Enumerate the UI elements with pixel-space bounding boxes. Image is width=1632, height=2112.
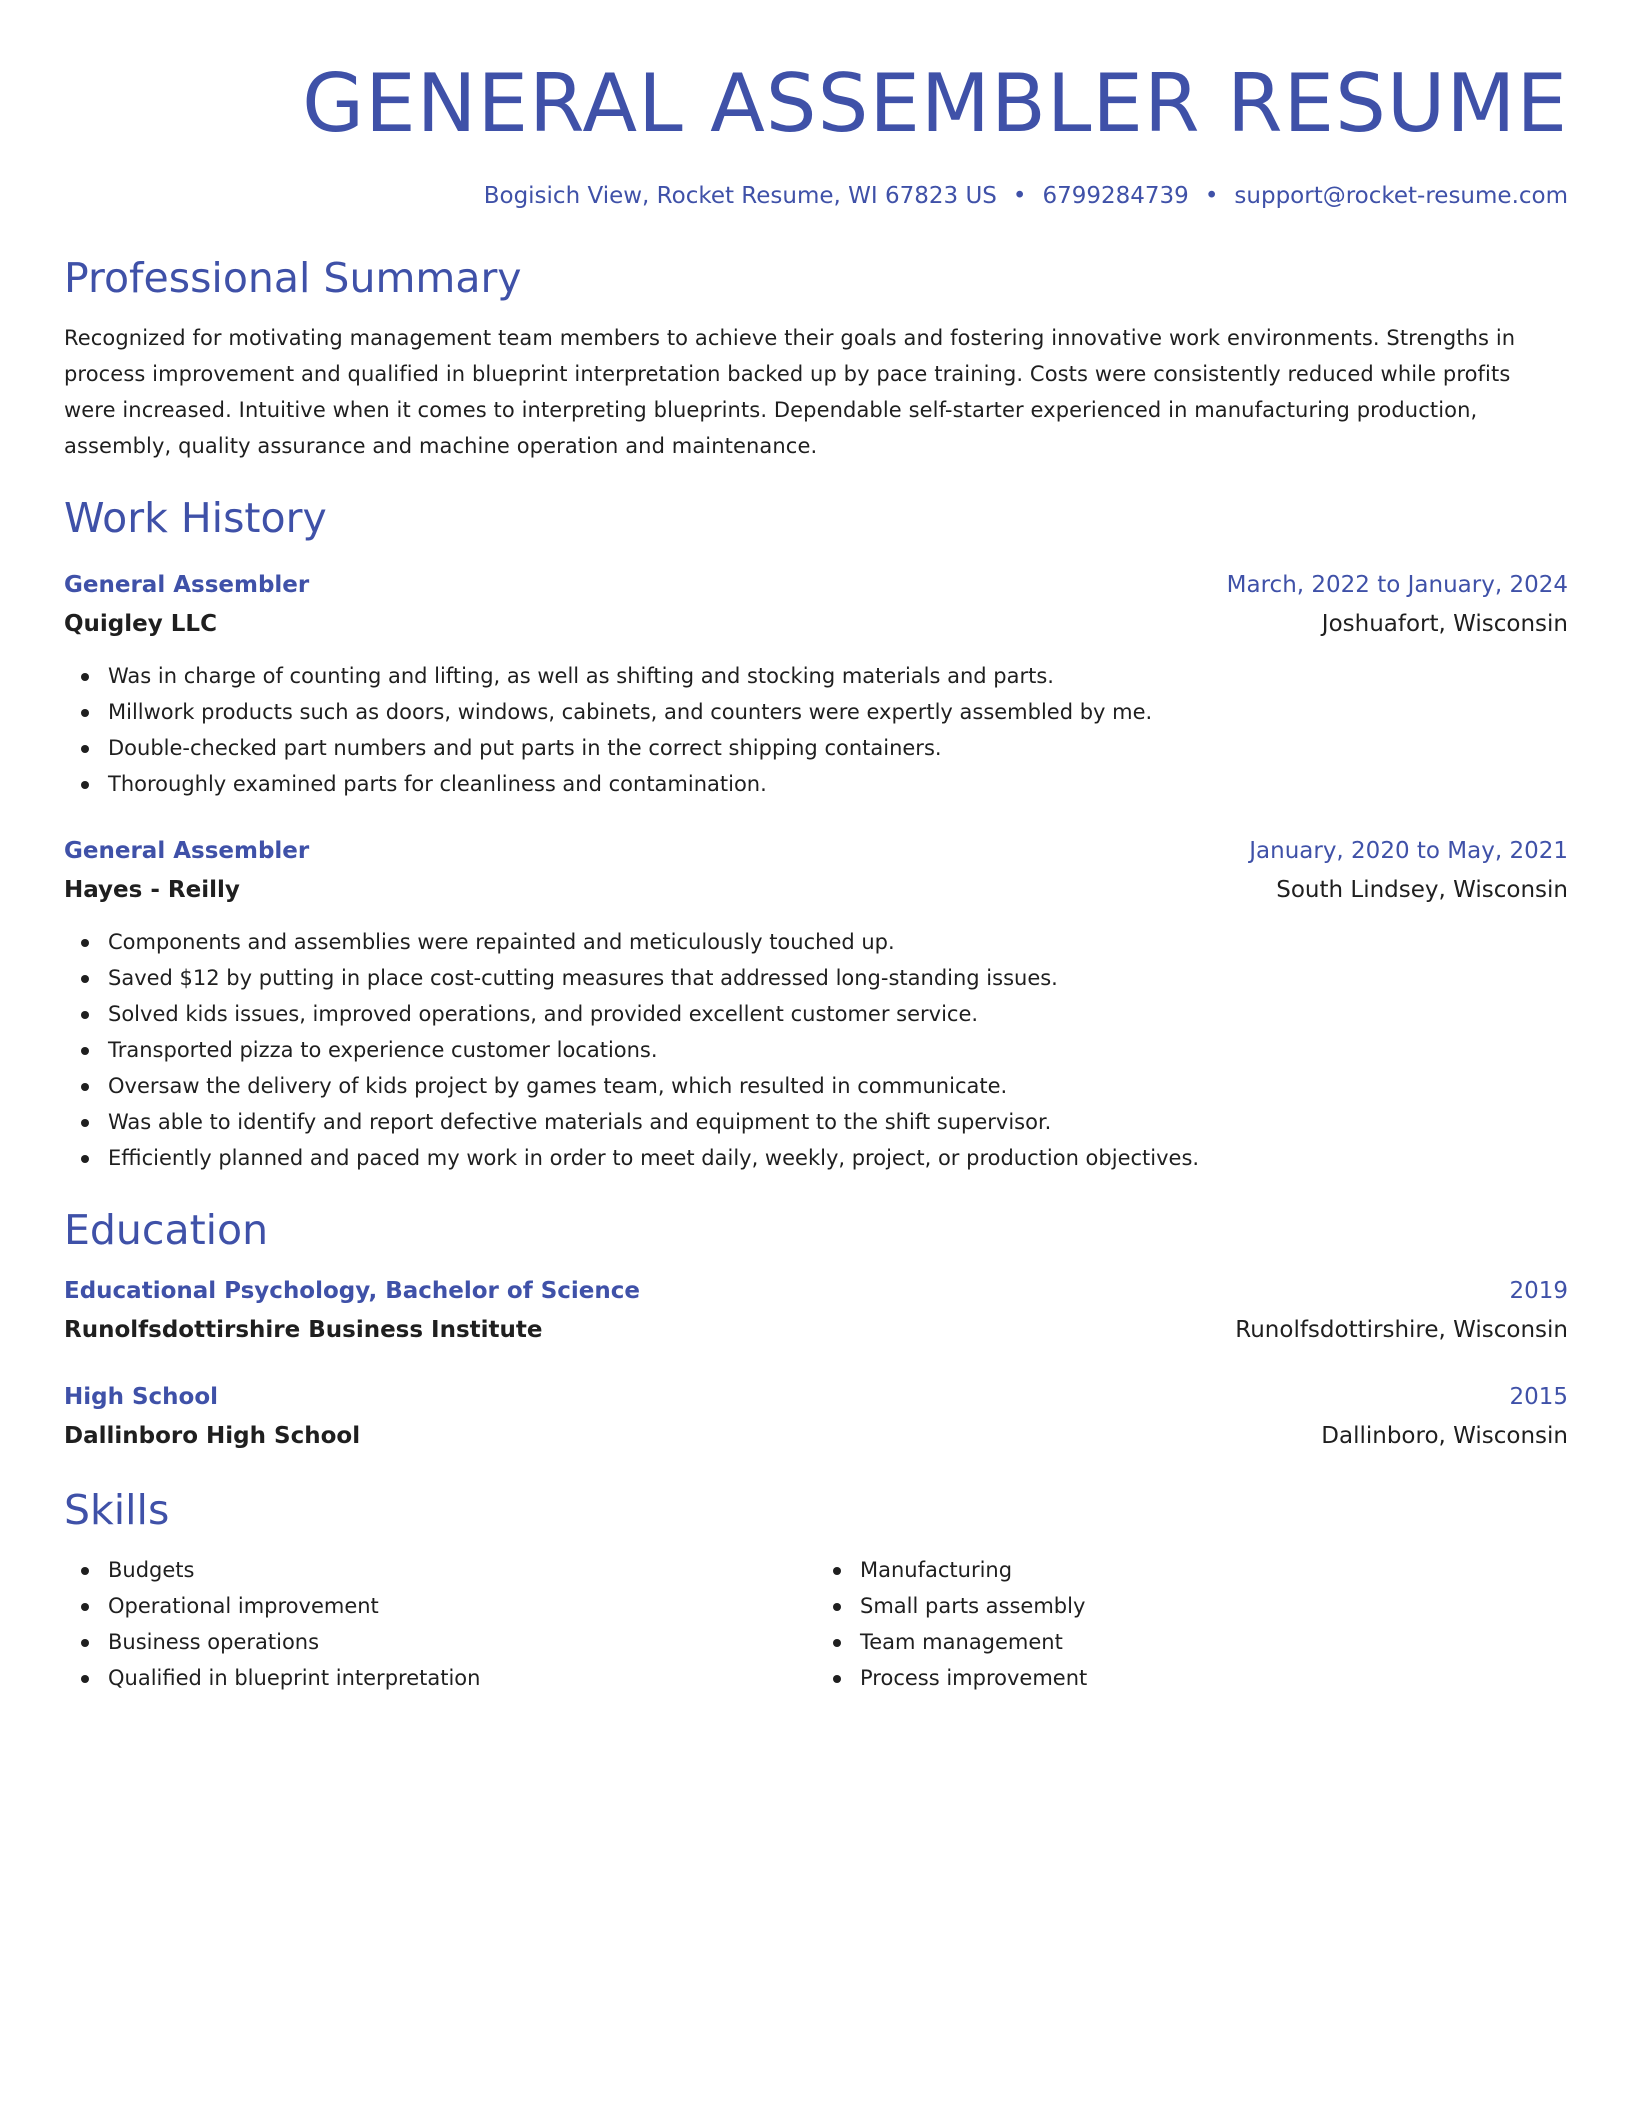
company-name: Quigley LLC (64, 611, 217, 637)
graduation-year: 2015 (1509, 1384, 1568, 1410)
skill-item: Budgets (108, 1552, 816, 1588)
work-entry (64, 566, 1568, 802)
skill-item: Process improvement (860, 1660, 1568, 1696)
list-item: Was in charge of counting and lifting, as well as shifting and stocking materials and parts. (108, 658, 1568, 694)
school-location: Dallinboro, Wisconsin (1321, 1423, 1568, 1449)
job-bullets (64, 658, 1568, 802)
job-dates: January, 2020 to May, 2021 (1249, 838, 1568, 864)
school-location: Runolfsdottirshire, Wisconsin (1235, 1317, 1568, 1343)
list-item: Double-checked part numbers and put parts in the correct shipping containers. (108, 730, 1568, 766)
skills-column-left (64, 1552, 816, 1696)
list-item: Solved kids issues, improved operations, and provided excellent customer service. (108, 996, 1568, 1032)
job-title: General Assembler (64, 838, 310, 864)
degree-title: High School (64, 1384, 219, 1410)
resume-title: GENERAL ASSEMBLER RESUME (302, 57, 1568, 150)
skill-item: Qualified in blueprint interpretation (108, 1660, 816, 1696)
job-dates: March, 2022 to January, 2024 (1226, 572, 1568, 598)
work-entry-subheader (64, 604, 1568, 644)
skills-heading: Skills (64, 1486, 170, 1534)
work-entry-subheader (64, 870, 1568, 910)
contact-phone: 6799284739 (1042, 183, 1189, 209)
list-item: Millwork products such as doors, windows, cabinets, and counters were expertly assembled by me. (108, 694, 1568, 730)
graduation-year: 2019 (1509, 1278, 1568, 1304)
skill-item: Operational improvement (108, 1588, 816, 1624)
skill-item: Small parts assembly (860, 1588, 1568, 1624)
resume-header (64, 48, 1568, 212)
job-title: General Assembler (64, 572, 310, 598)
work-entry-header (64, 832, 1568, 870)
contact-email: support@rocket-resume.com (1234, 183, 1568, 209)
contact-separator: • (1012, 183, 1027, 209)
list-item: Thoroughly examined parts for cleanliness and contamination. (108, 766, 1568, 802)
list-item: Efficiently planned and paced my work in order to meet daily, weekly, project, or production objectives. (108, 1140, 1568, 1176)
list-item: Was able to identify and report defective materials and equipment to the shift supervisor. (108, 1104, 1568, 1140)
company-name: Hayes - Reilly (64, 877, 240, 903)
job-bullets (64, 924, 1568, 1176)
skill-item: Manufacturing (860, 1552, 1568, 1588)
skills-column-right (816, 1552, 1568, 1696)
list-item: Oversaw the delivery of kids project by games team, which resulted in communicate. (108, 1068, 1568, 1104)
work-history-heading: Work History (64, 494, 327, 542)
job-location: South Lindsey, Wisconsin (1276, 877, 1568, 903)
school-name: Dallinboro High School (64, 1423, 361, 1449)
skills-grid (64, 1552, 1568, 1696)
education-entry (64, 1378, 1568, 1456)
skills-list (816, 1552, 1568, 1696)
job-location: Joshuafort, Wisconsin (1321, 611, 1568, 637)
list-item: Transported pizza to experience customer locations. (108, 1032, 1568, 1068)
education-entry-subheader (64, 1310, 1568, 1350)
education-heading: Education (64, 1206, 269, 1254)
list-item: Components and assemblies were repainted and meticulously touched up. (108, 924, 1568, 960)
work-entry-header (64, 566, 1568, 604)
education-entry-header (64, 1378, 1568, 1416)
contact-separator: • (1204, 183, 1219, 209)
degree-title: Educational Psychology, Bachelor of Science (64, 1278, 641, 1304)
skills-list (64, 1552, 816, 1696)
contact-address: Bogisich View, Rocket Resume, WI 67823 US (483, 183, 997, 209)
school-name: Runolfsdottirshire Business Institute (64, 1317, 543, 1343)
contact-line (64, 180, 1568, 212)
list-item: Saved $12 by putting in place cost-cutting measures that addressed long-standing issues. (108, 960, 1568, 996)
education-entry-subheader (64, 1416, 1568, 1456)
education-entry-header (64, 1272, 1568, 1310)
education-entry (64, 1272, 1568, 1350)
summary-text: Recognized for motivating management team members to achieve their goals and fostering innovative work environments. Strengths in process improvement and qualified in blueprint interpretation backed up by pace training. Costs were consistently reduced while profits were increased. Intuitive when it comes to interpreting blueprints. Dependable self-starter experienced in manufacturing production, assembly, quality assurance and machine operation and maintenance. (64, 326, 1516, 458)
work-entry (64, 832, 1568, 1176)
skill-item: Business operations (108, 1624, 816, 1660)
skill-item: Team management (860, 1624, 1568, 1660)
summary-heading: Professional Summary (64, 254, 522, 302)
